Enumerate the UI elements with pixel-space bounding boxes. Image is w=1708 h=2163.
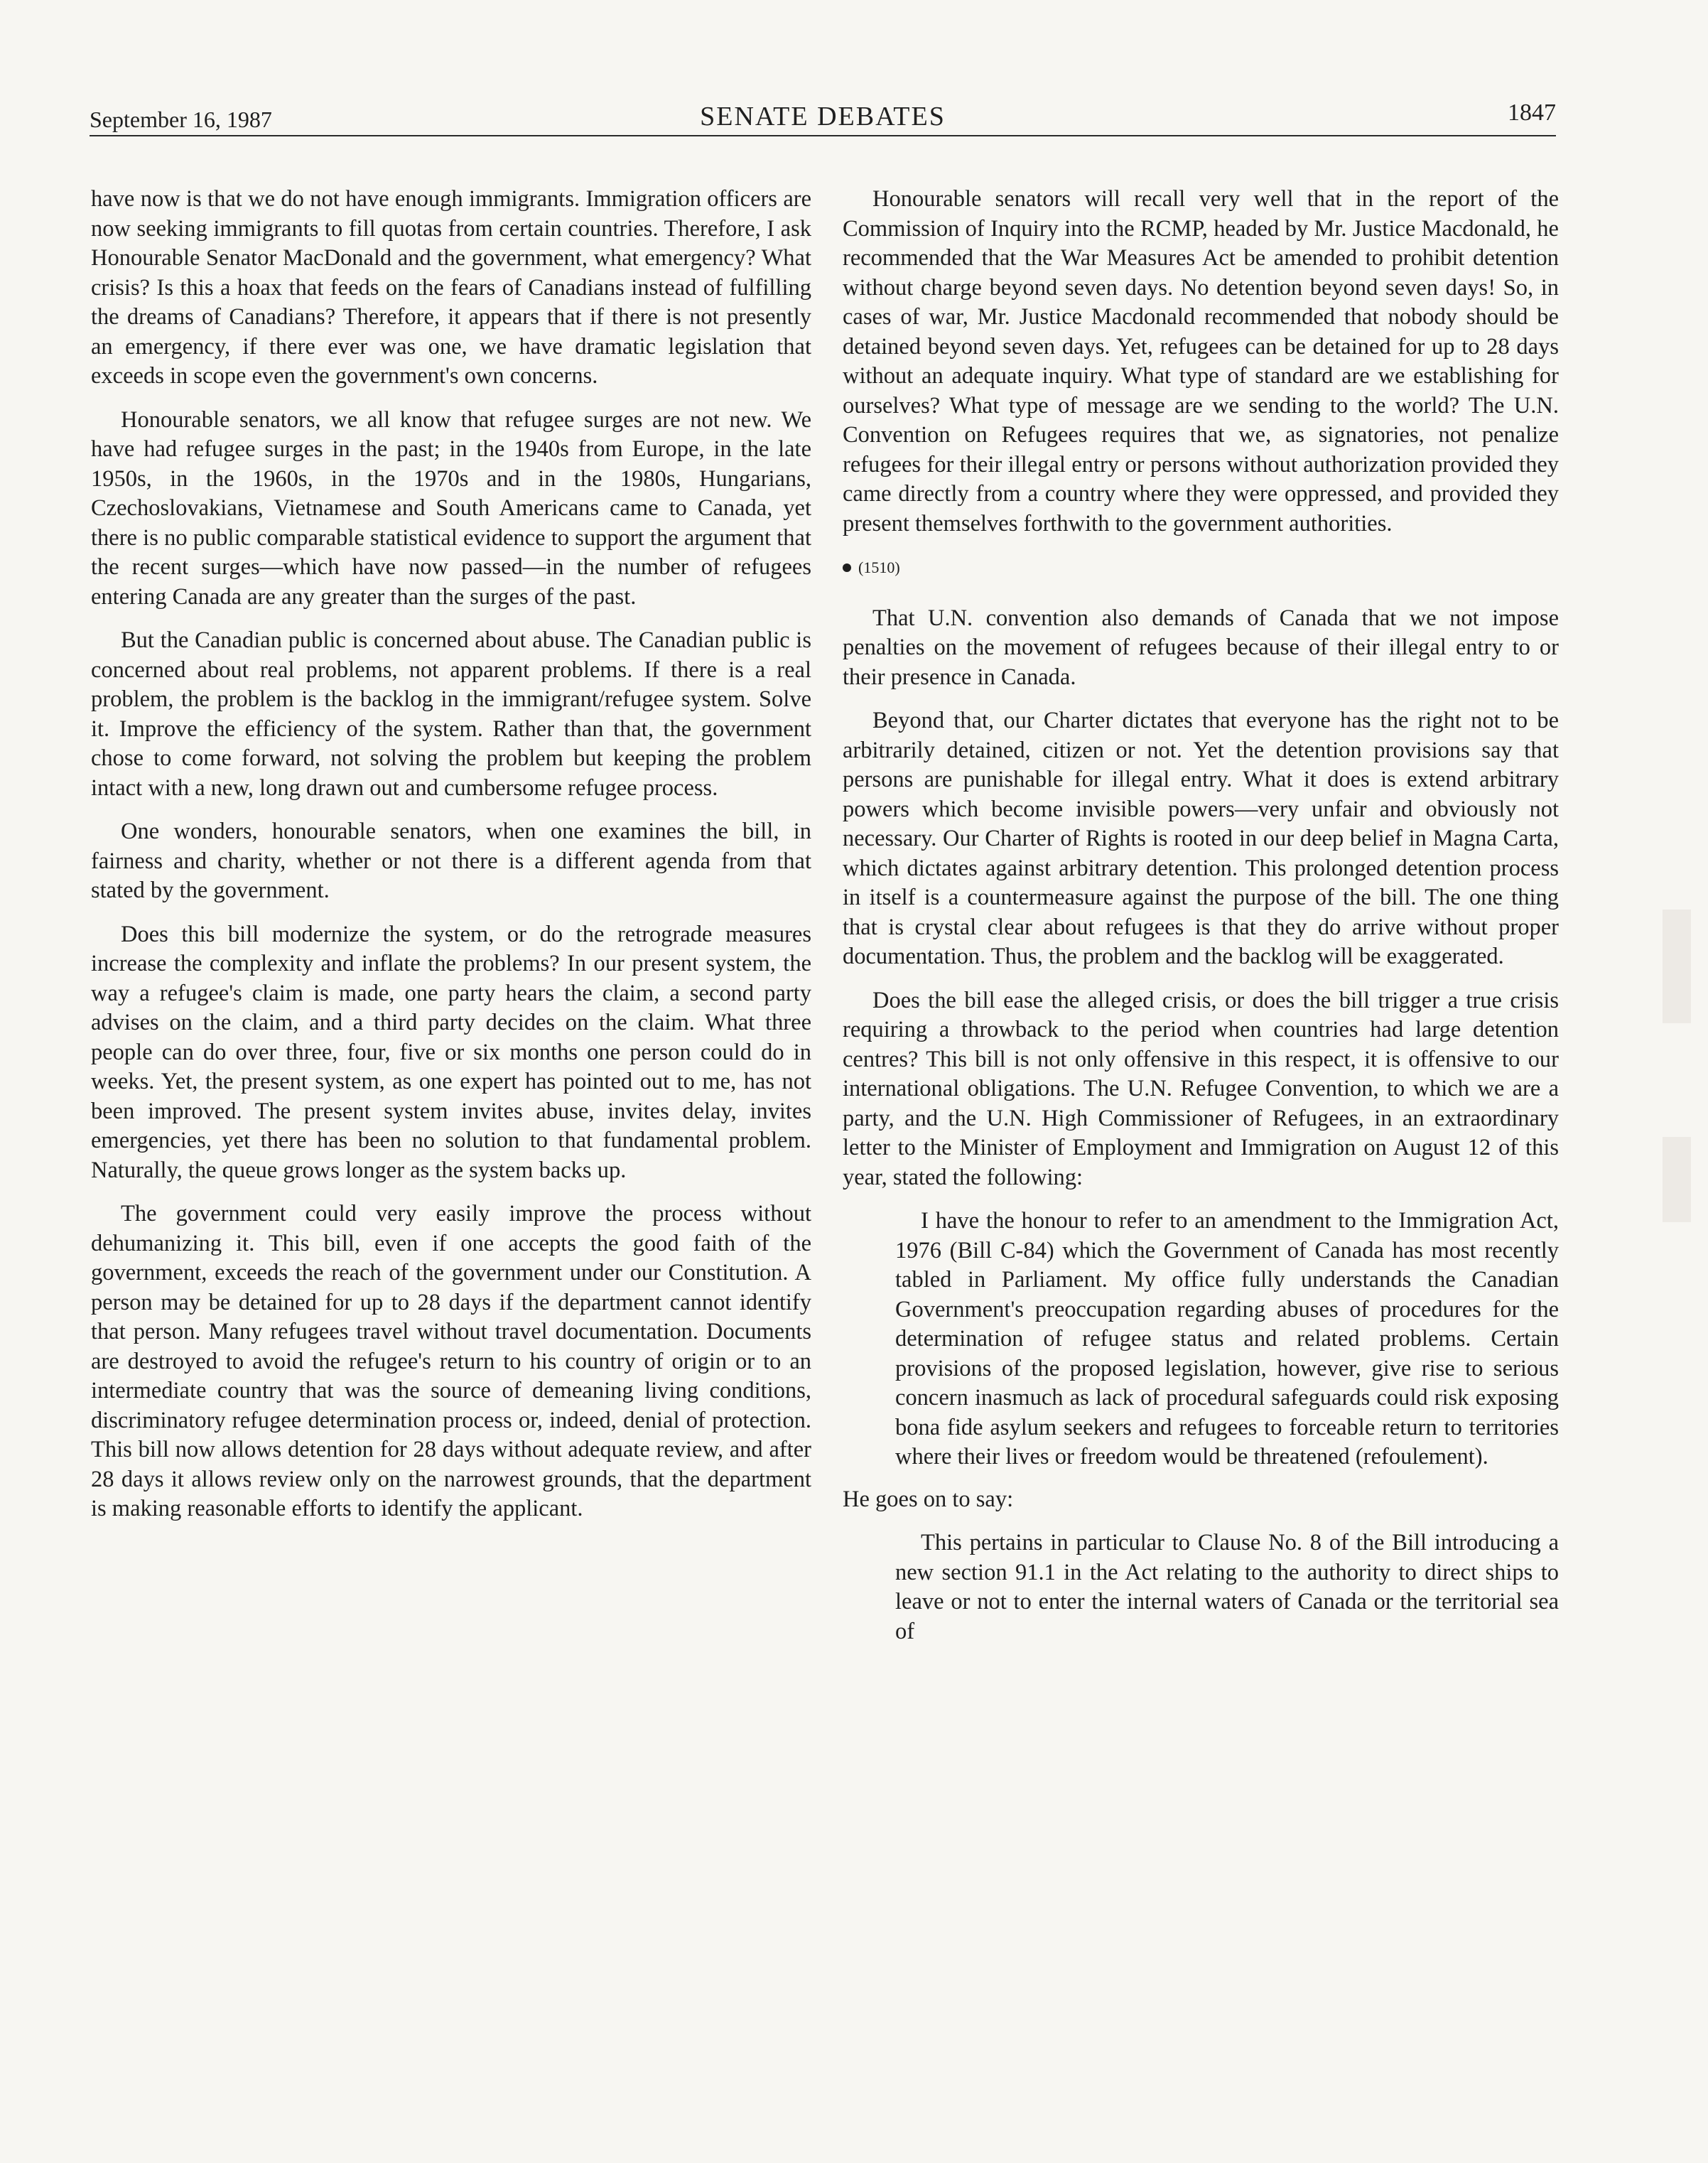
bullet-icon <box>843 563 851 572</box>
quote-text: I have the honour to refer to an amendment to the Immigration Act, 1976 (Bill C-84) which the Government of Canada has most recently tabled in Parliament. My office fully understands the Canadian Government's preoccupation regarding abuses of procedures for the determination of refugee status and related problems. Certain provisions of the proposed legislation, however, give rise to serious concern inasmuch as lack of procedural safeguards could risk exposing bona fide asylum seekers and refugees to forceable return to territories where their lives or freedom would be threatened (refoulement). <box>895 1208 1559 1469</box>
page-number: 1847 <box>1508 99 1556 126</box>
header-date: September 16, 1987 <box>90 107 272 132</box>
block-quote <box>843 1528 1559 1646</box>
paragraph: But the Canadian public is concerned about abuse. The Canadian public is concerned about real problems, not apparent problems. If there is a real problem, the problem is the backlog in the immigrant/refugee system. Solve it. Improve the efficiency of the system. Rather than that, the government chose to come forward, not solving the problem but keeping the problem intact with a new, long drawn out and cumbersome refugee process. <box>91 627 811 801</box>
paragraph: Beyond that, our Charter dictates that everyone has the right not to be arbitrarily detained, citizen or not. Yet the detention provisions say that persons are punishable for illegal entry. What it does is extend arbitrary powers which become invisible powers—very unfair and obviously not necessary. Our Charter of Rights is rooted in our deep belief in Magna Carta, which dictates against arbitrary detention. This prolonged detention process in itself is a countermeasure against the purpose of the bill. The one thing that is crystal clear about refugees is that they do arrive without proper documentation. Thus, the problem and the backlog will be exaggerated. <box>843 708 1559 969</box>
quote-text: This pertains in particular to Clause No. 8 of the Bill introducing a new section 91.1 in the Act relating to the authority to direct ships to leave or not to enter the internal waters of Canada or the territorial sea of <box>895 1530 1559 1644</box>
block-quote <box>843 1207 1559 1472</box>
paragraph: Honourable senators will recall very well that in the report of the Commission of Inquiry into the RCMP, headed by Mr. Justice Macdonald, he recommended that the War Measures Act be amended to prohibit detention without charge beyond seven days. No detention beyond seven days! So, in cases of war, Mr. Justice Macdonald recommended that nobody should be detained beyond seven days. Yet, refugees can be detained for up to 28 days without an adequate inquiry. What type of standard are we establishing for ourselves? What type of message are we sending to the world? The U.N. Convention on Refugees requires that we, as signatories, not penalize refugees for their illegal entry or persons without authorization provided they came directly from a country where they were oppressed, and provided they present themselves forthwith to the government authorities. <box>843 186 1559 536</box>
scan-smudge <box>1663 910 1691 1023</box>
left-column <box>91 185 811 1538</box>
time-marker-label: (1510) <box>858 559 900 576</box>
paragraph: Does this bill modernize the system, or do the retrograde measures increase the complexity and inflate the problems? In our present system, the way a refugee's claim is made, one party hears the claim, a second party advises on the claim, and a third party decides on the claim. What three people can do over three, four, five or six months one person could do in weeks. Yet, the present system, as one expert has pointed out to me, has not been improved. The present system invites abuse, invites delay, invites emergencies, yet there has been no solution to that fundamental problem. Naturally, the queue grows longer as the system backs up. <box>91 921 811 1183</box>
right-column <box>843 185 1559 1659</box>
paragraph: The government could very easily improve the process without dehumanizing it. This bill, even if one accepts the good faith of the government, exceeds the reach of the government under our Constitution. A person may be detained for up to 28 days if the department cannot identify that person. Many refugees travel without travel documentation. Documents are destroyed to avoid the refugee's return to his country of origin or to an intermediate country that was the source of demeaning living conditions, discriminatory refugee determination process or, indeed, denial of protection. This bill now allows detention for 28 days without adequate review, and after 28 days it allows review only on the narrowest grounds, that the department is making reasonable efforts to identify the applicant. <box>91 1201 811 1521</box>
scan-smudge <box>1663 1137 1691 1222</box>
paragraph: That U.N. convention also demands of Canada that we not impose penalties on the movement of refugees because of their illegal entry to or their presence in Canada. <box>843 605 1559 690</box>
paragraph: Does the bill ease the alleged crisis, or does the bill trigger a true crisis requiring a throwback to the period when countries had large detention centres? This bill is not only offensive in this respect, it is offensive to our international obligations. The U.N. Refugee Convention, to which we are a party, and the U.N. High Commissioner of Refugees, in an extraordinary letter to the Minister of Employment and Immigration on August 12 of this year, stated the following: <box>843 987 1559 1190</box>
paragraph: have now is that we do not have enough immigrants. Immigration officers are now seeking immigrants to fill quotas from certain countries. Therefore, I ask Honourable Senator MacDonald and the government, what emergency? What crisis? Is this a hoax that feeds on the fears of Canadians instead of fulfilling the dreams of Canadians? Therefore, it appears that if there is not presently an emergency, if there ever was one, we have dramatic legislation that exceeds in scope even the government's own concerns. <box>91 186 811 389</box>
header-title: SENATE DEBATES <box>700 102 946 131</box>
time-marker <box>843 553 1559 583</box>
paragraph: He goes on to say: <box>843 1486 1014 1512</box>
paragraph: Honourable senators, we all know that refugee surges are not new. We have had refugee surges in the past; in the 1940s from Europe, in the late 1950s, in the 1960s, in the 1970s and in the 1980s, Hungarians, Czechoslovakians, Vietnamese and South Americans came to Canada, yet there is no public comparable statistical evidence to support the argument that the recent surges—which have now passed—in the number of refugees entering Canada are any greater than the surges of the past. <box>91 406 811 610</box>
page-header <box>90 98 1556 136</box>
paragraph: One wonders, honourable senators, when one examines the bill, in fairness and charity, whether or not there is a different agenda from that stated by the government. <box>91 819 811 903</box>
